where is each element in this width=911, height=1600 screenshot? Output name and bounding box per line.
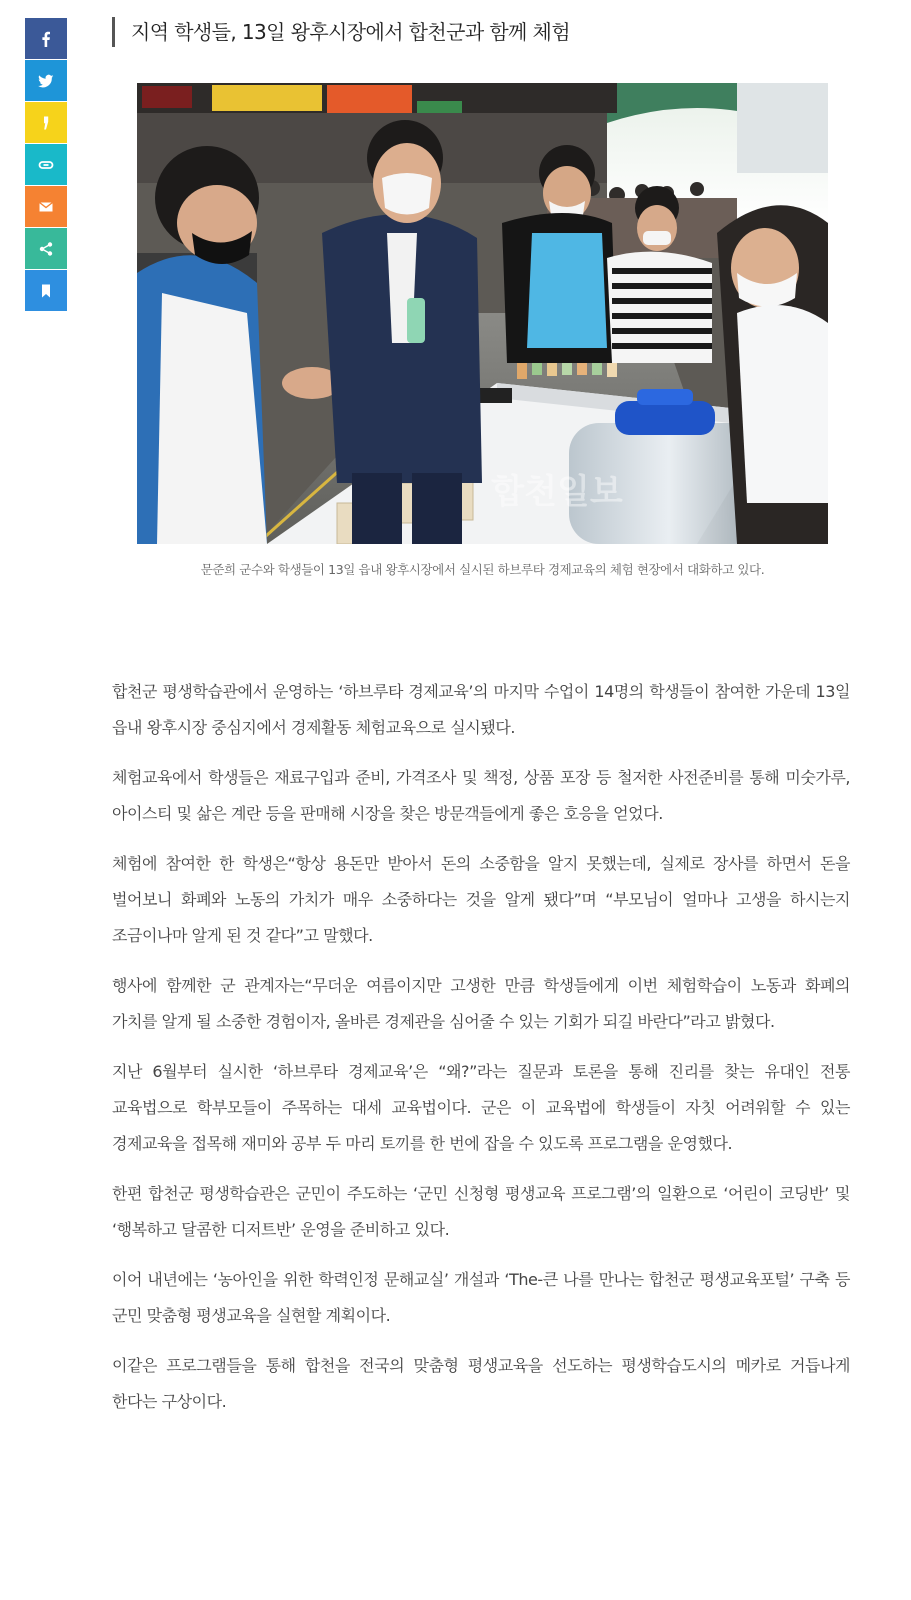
photo-watermark: 합천일보	[491, 472, 623, 512]
article-photo[interactable]	[137, 83, 828, 544]
email-share-button[interactable]	[25, 186, 67, 227]
article-paragraph: 행사에 함께한 군 관계자는“무더운 여름이지만 고생한 만큼 학생들에게 이번 체험학습이 노동과 화폐의 가치를 알게 될 소중한 경험이자, 올바른 경제관을 심어줄 수 있는 기회가 되길 바란다”라고 밝혔다.	[112, 976, 850, 1031]
article-paragraph: 이어 내년에는 ‘농아인을 위한 학력인정 문해교실’ 개설과 ‘The-큰 나를 만나는 합천군 평생교육포털’ 구축 등 군민 맞춤형 평생교육을 실현할 계획이다.	[112, 1270, 850, 1325]
article-paragraph: 지난 6월부터 실시한 ‘하브루타 경제교육’은 “왜?”라는 질문과 토론을 통해 진리를 찾는 유대인 전통 교육법으로 학부모들이 주목하는 대세 교육법이다. 군은 이 교육법에 학생들이 자칫 어려워할 수 있는 경제교육을 접목해 재미와 공부 두 마리 토끼를 한 번에 잡을 수 있도록 프로그램을 운영했다.	[112, 1062, 850, 1153]
article-paragraph: 체험교육에서 학생들은 재료구입과 준비, 가격조사 및 책정, 상품 포장 등 철저한 사전준비를 통해 미숫가루, 아이스티 및 삶은 계란 등을 판매해 시장을 찾은 방문객들에게 좋은 호응을 얻었다.	[112, 768, 850, 823]
article-body	[112, 674, 850, 1434]
kakaostory-icon	[38, 115, 54, 131]
market-scene-illustration	[137, 83, 828, 544]
twitter-icon	[38, 73, 54, 89]
bookmark-icon	[38, 283, 54, 299]
twitter-share-button[interactable]	[25, 60, 67, 101]
article-paragraph: 이같은 프로그램들을 통해 합천을 전국의 맞춤형 평생교육을 선도하는 평생학습도시의 메카로 거듭나게 한다는 구상이다.	[112, 1356, 850, 1411]
article-paragraph: 합천군 평생학습관에서 운영하는 ‘하브루타 경제교육’의 마지막 수업이 14명의 학생들이 참여한 가운데 13일 읍내 왕후시장 중심지에서 경제활동 체험교육으로 실시됐다.	[112, 682, 850, 737]
share-more-button[interactable]	[25, 228, 67, 269]
link-icon	[38, 157, 54, 173]
share-icon	[38, 241, 54, 257]
email-icon	[38, 199, 54, 215]
bookmark-button[interactable]	[25, 270, 67, 311]
facebook-share-button[interactable]	[25, 18, 67, 59]
share-toolbar	[25, 18, 67, 312]
photo-caption: 문준희 군수와 학생들이 13일 읍내 왕후시장에서 실시된 하브루타 경제교육의 체험 현장에서 대화하고 있다.	[200, 562, 765, 577]
kakaostory-share-button[interactable]	[25, 102, 67, 143]
facebook-icon	[38, 31, 54, 47]
article-paragraph: 체험에 참여한 한 학생은“항상 용돈만 받아서 돈의 소중함을 알지 못했는데, 실제로 장사를 하면서 돈을 벌어보니 화폐와 노동의 가치가 매우 소중하다는 것을 알게 됐다”며 “부모님이 얼마나 고생을 하시는지 조금이나마 알게 된 것 같다”고 말했다.	[112, 854, 850, 945]
article-paragraph: 한편 합천군 평생학습관은 군민이 주도하는 ‘군민 신청형 평생교육 프로그램’의 일환으로 ‘어린이 코딩반’ 및 ‘행복하고 달콤한 디저트반’ 운영을 준비하고 있다.	[112, 1184, 850, 1239]
copy-link-button[interactable]	[25, 144, 67, 185]
article-headline: 지역 학생들, 13일 왕후시장에서 합천군과 함께 체험	[112, 17, 570, 47]
